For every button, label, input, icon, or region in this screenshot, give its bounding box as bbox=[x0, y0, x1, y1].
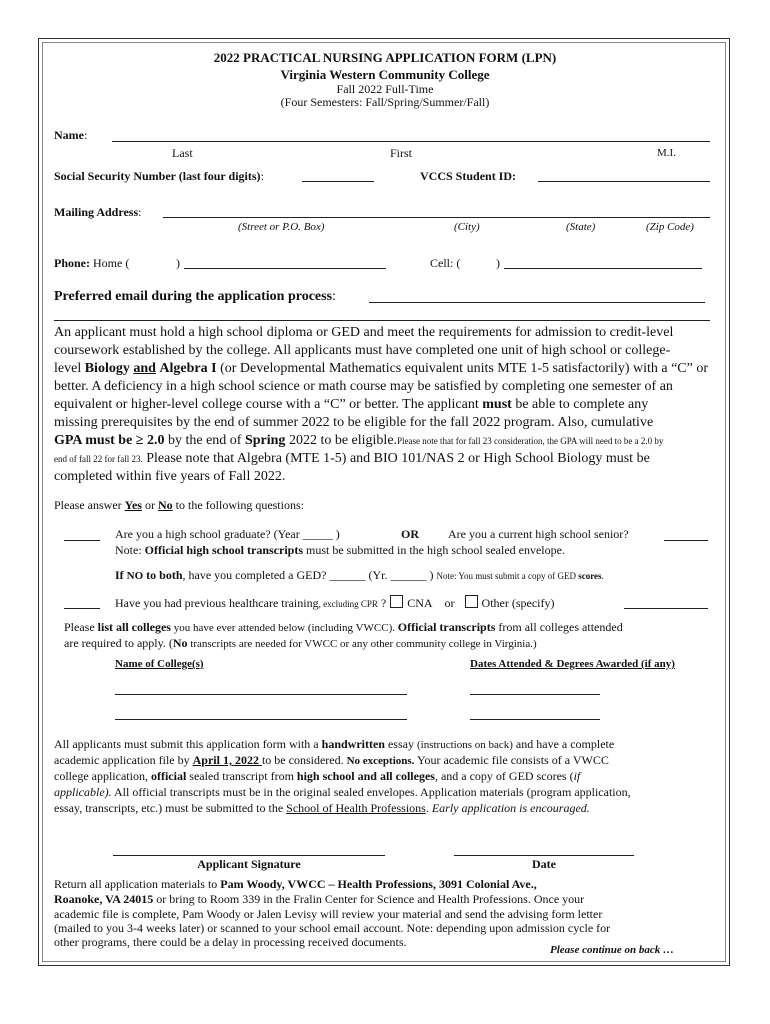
signature-field[interactable] bbox=[113, 855, 385, 856]
q-hs-graduate: Are you a high school graduate? (Year _____ ) bbox=[115, 527, 340, 541]
state-caption: (State) bbox=[566, 221, 596, 233]
name-label: Name: bbox=[54, 128, 88, 142]
other-checkbox[interactable] bbox=[465, 595, 478, 608]
name-field[interactable] bbox=[112, 141, 710, 142]
street-caption: (Street or P.O. Box) bbox=[238, 221, 325, 233]
student-id-field[interactable] bbox=[538, 181, 710, 182]
college-name-field-2[interactable] bbox=[115, 719, 407, 720]
q-healthcare: Have you had previous healthcare training, excluding CPR ? CNA or Other (specify) bbox=[115, 596, 555, 610]
signature-caption: Applicant Signature bbox=[197, 857, 301, 871]
ssn-label: Social Security Number (last four digits): bbox=[54, 169, 264, 183]
address-field[interactable] bbox=[163, 217, 710, 218]
semesters: (Four Semesters: Fall/Spring/Summer/Fall) bbox=[280, 95, 490, 109]
healthcare-answer[interactable] bbox=[64, 608, 100, 609]
date-caption: Date bbox=[532, 857, 556, 871]
cell-close: ) bbox=[496, 256, 500, 270]
college-name-header: Name of College(s) bbox=[115, 658, 204, 670]
hs-transcript-note: Note: Official high school transcripts must be submitted in the high school sealed envelope. bbox=[115, 543, 565, 557]
email-field[interactable] bbox=[369, 302, 705, 303]
form-title: 2022 PRACTICAL NURSING APPLICATION FORM (LPN) bbox=[213, 50, 557, 65]
other-specify-field[interactable] bbox=[624, 608, 708, 609]
hs-graduate-answer[interactable] bbox=[64, 540, 100, 541]
address-label: Mailing Address: bbox=[54, 205, 142, 219]
zip-caption: (Zip Code) bbox=[646, 221, 694, 233]
home-close: ) bbox=[176, 256, 180, 270]
college-name-field-1[interactable] bbox=[115, 694, 407, 695]
q-or: OR bbox=[401, 527, 419, 541]
city-caption: (City) bbox=[454, 221, 480, 233]
first-caption: First bbox=[390, 146, 413, 160]
colleges-note: are required to apply. (No transcripts are needed for VWCC or any other community college in Virginia.) bbox=[64, 636, 537, 650]
college-name: Virginia Western Community College bbox=[280, 67, 490, 82]
q-ged: If NO to both, have you completed a GED? ______ (Yr. ______ ) Note: You must submit a copy of GED scores. bbox=[115, 568, 604, 582]
term: Fall 2022 Full-Time bbox=[336, 82, 434, 96]
continue-note: Please continue on back … bbox=[550, 944, 675, 956]
questions-intro: Please answer Yes or No to the following questions: bbox=[54, 498, 304, 512]
cna-checkbox[interactable] bbox=[390, 595, 403, 608]
phone-label: Phone: Home ( bbox=[54, 256, 130, 270]
home-phone-field[interactable] bbox=[184, 268, 386, 269]
last-caption: Last bbox=[172, 146, 193, 160]
divider bbox=[54, 320, 710, 321]
cell-label: Cell: ( bbox=[430, 256, 461, 270]
hs-senior-answer[interactable] bbox=[664, 540, 708, 541]
mi-caption: M.I. bbox=[657, 147, 676, 159]
dates-field-2[interactable] bbox=[470, 719, 600, 720]
colleges-instructions: Please list all colleges you have ever attended below (including VWCC). Official transcripts from all colleges attended bbox=[64, 620, 623, 634]
q-hs-senior: Are you a current high school senior? bbox=[448, 527, 629, 541]
student-id-label: VCCS Student ID: bbox=[420, 169, 517, 183]
dates-header: Dates Attended & Degrees Awarded (if any) bbox=[470, 658, 675, 670]
date-field[interactable] bbox=[454, 855, 634, 856]
cell-phone-field[interactable] bbox=[504, 268, 702, 269]
ssn-field[interactable] bbox=[302, 181, 374, 182]
dates-field-1[interactable] bbox=[470, 694, 600, 695]
email-label: Preferred email during the application process: bbox=[54, 289, 336, 304]
